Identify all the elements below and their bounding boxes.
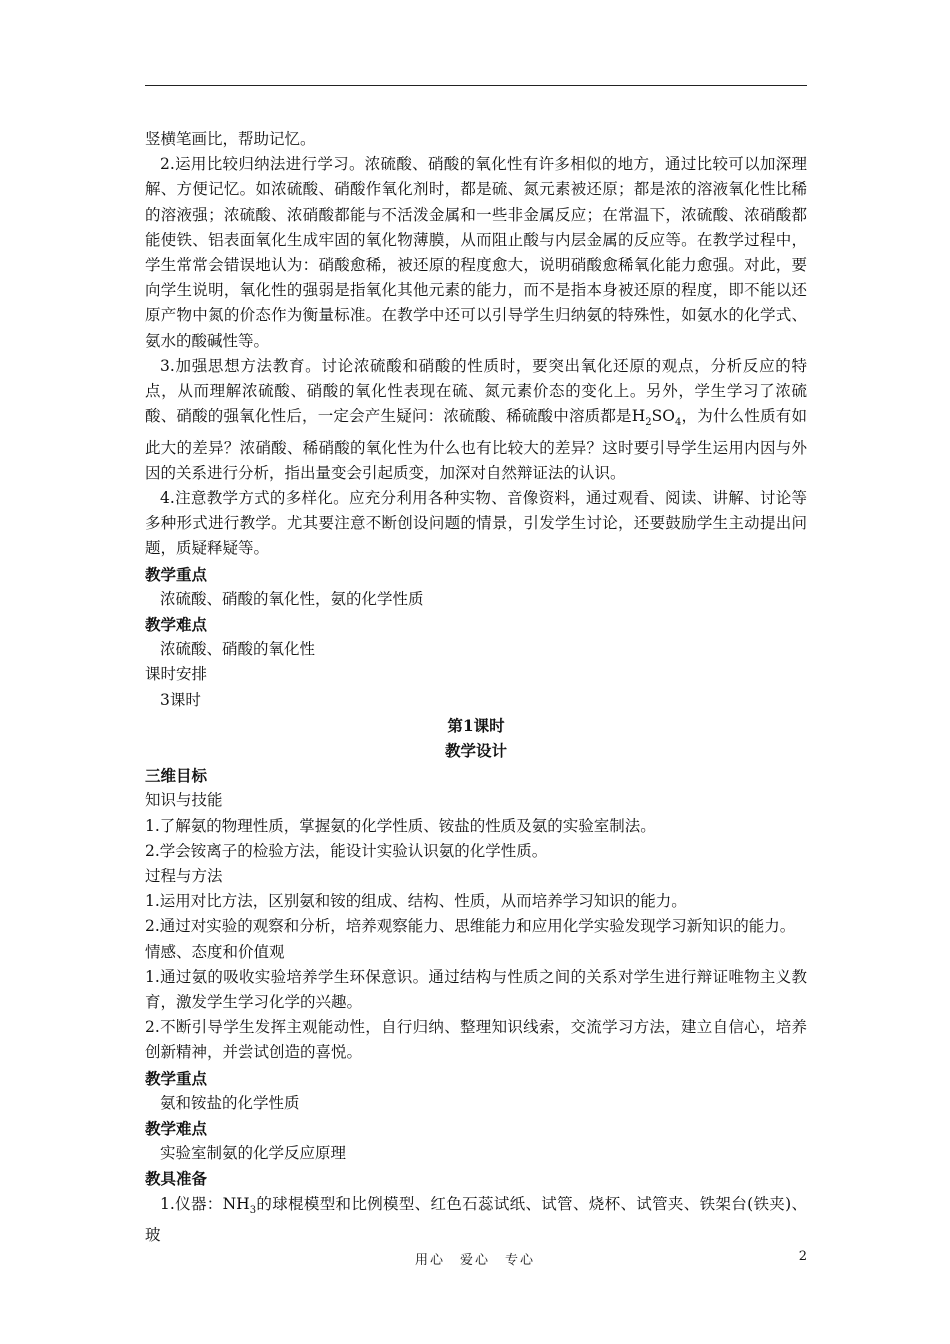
heading-tools: 教具准备	[145, 1169, 208, 1189]
tools-item-1: 1.仪器：$NH_3$的球棍模型和比例模型、红色石蕊试纸、试管、烧杯、试管夹、铁架台(铁夹)、玻	[145, 1194, 807, 1244]
paragraph-method-2: 2.运用比较归纳法进行学习。浓硫酸、硝酸的氧化性有许多相似的地方，通过比较可以加深理解、方便记忆。如浓硫酸、硝酸作氧化剂时，都是硫、氮元素被还原；都是浓的溶液氧化性比稀的溶液强；浓硫酸、浓硝酸都能与不活泼金属和一些非金属反应；在常温下，浓硫酸、浓硝酸都能使铁、铝表面氧化生成牢固的氧化物薄膜，从而阻止酸与内层金属的反应等。在教学过程中，学生常常会错误地认为：硝酸愈稀，被还原的程度愈大，说明硝酸愈稀氧化能力愈强。对此，要向学生说明，氧化性的强弱是指氧化其他元素的能力，而不是指本身被还原的程度，即不能以还原产物中氮的价态作为衡量标准。在教学中还可以引导学生归纳氨的特殊性，如氨水的化学式、氨水的酸碱性等。	[145, 155, 807, 350]
formula-h2so4: $H_2SO_4$	[631, 407, 682, 429]
header-rule	[145, 85, 807, 86]
subheading-emotion: 情感、态度和价值观	[145, 942, 285, 961]
knowledge-item-2: 2.学会铵离子的检验方法，能设计实验认识氨的化学性质。	[145, 841, 548, 860]
lesson-title: 第1课时	[447, 715, 505, 735]
design-title: 教学设计	[444, 740, 507, 760]
page-number: 2	[798, 1249, 807, 1264]
key-points-text-2: 氨和铵盐的化学性质	[160, 1093, 300, 1112]
difficulty-text-2: 实验室制氨的化学反应原理	[160, 1144, 347, 1163]
heading-schedule: 课时安排	[145, 665, 208, 684]
emotion-item-1: 1.通过氨的吸收实验培养学生环保意识。通过结构与性质之间的关系对学生进行辩证唯物主义教育，激发学生学习化学的兴趣。	[145, 967, 807, 1011]
paragraph-method-4: 4.注意教学方式的多样化。应充分利用各种实物、音像资料，通过观看、阅读、讲解、讨论等多种形式进行教学。尤其要注意不断创设问题的情景，引发学生讨论，还要鼓励学生主动提出问题，质疑释疑等。	[145, 488, 807, 558]
key-points-text: 浓硫酸、硝酸的氧化性，氨的化学性质	[160, 589, 424, 608]
schedule-text: 3课时	[160, 690, 201, 709]
document-body	[145, 127, 807, 1248]
paragraph-method-3-part-a: 3.加强思想方法教育。讨论浓硫酸和硝酸的性质时，要突出氧化还原的观点，分析反应的特点，从而理解浓硫酸、硝酸的氧化性表现在硫、氮元素价态的变化上。另外，学生学习了浓硫酸、硝酸的强氧化性后，一定会产生疑问：浓硫酸、稀硫酸中溶质都是	[145, 356, 807, 426]
paragraph-continuation: 竖横笔画比，帮助记忆。	[145, 130, 316, 148]
process-item-1: 1.运用对比方法，区别氨和铵的组成、结构、性质，从而培养学习知识的能力。	[145, 892, 687, 911]
paragraph-method-3-part-b: ，为什么性质有如此大的差异？浓硝酸、稀硝酸的氧化性为什么也有比较大的差异？这时要引导学生运用内因与外因的关系进行分析，指出量变会引起质变，加深对自然辩证法的认识。	[145, 407, 807, 482]
emotion-item-2: 2.不断引导学生发挥主观能动性，自行归纳、整理知识线索，交流学习方法，建立自信心，培养创新精神，并尝试创造的喜悦。	[145, 1018, 807, 1062]
difficulty-text: 浓硫酸、硝酸的氧化性	[160, 640, 316, 659]
footer-motto: 用心 爱心 专心	[414, 1253, 535, 1268]
subheading-process: 过程与方法	[145, 866, 223, 885]
heading-key-points: 教学重点	[145, 564, 208, 584]
subheading-knowledge: 知识与技能	[145, 791, 223, 810]
heading-difficulty: 教学难点	[145, 614, 208, 634]
heading-key-points-2: 教学重点	[145, 1068, 208, 1088]
process-item-2: 2.通过对实验的观察和分析，培养观察能力、思维能力和应用化学实验发现学习新知识的能力。	[145, 917, 796, 936]
heading-difficulty-2: 教学难点	[145, 1119, 208, 1139]
subscript-3: 3	[249, 1204, 257, 1216]
paragraph-method-3	[145, 354, 807, 486]
heading-three-goals: 三维目标	[145, 766, 208, 786]
page-footer	[0, 1249, 950, 1269]
knowledge-item-1: 1.了解氨的物理性质，掌握氨的化学性质、铵盐的性质及氨的实验室制法。	[145, 816, 656, 835]
